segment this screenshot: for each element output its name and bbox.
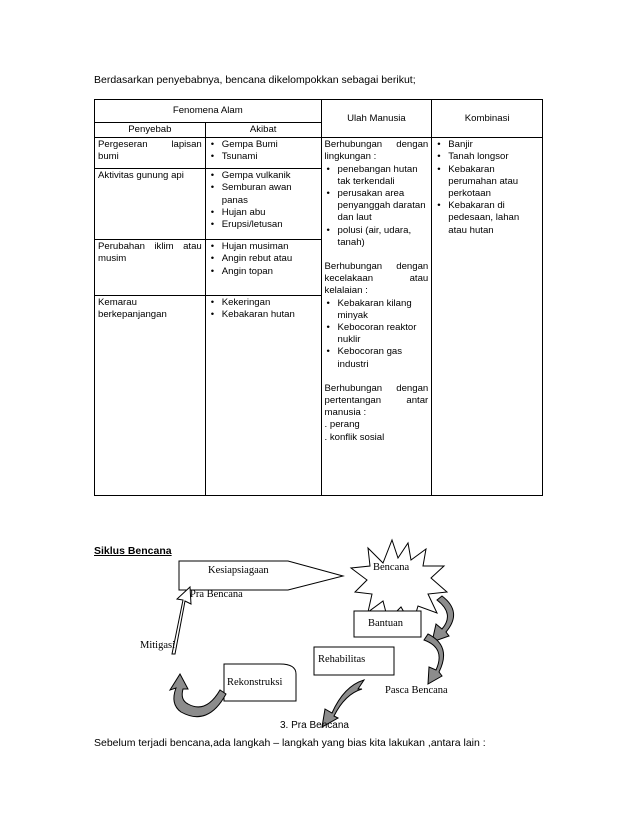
curved-arrow-icon [432,596,454,642]
list-item: • penebangan hutan tak terkendali [325,164,429,188]
label-pra-bencana: Pra Bencana [190,589,243,600]
footer-text: Sebelum terjadi bencana,ada langkah – langkah yang bias kita lakukan ,antara lain : [94,737,486,749]
cycle-caption: 3. Pra Bencana [280,720,349,731]
list-item: • Kebakaran hutan [209,309,318,321]
group-title: Berhubungan dengan pertentangan antar manusia : [324,382,429,419]
label-bencana: Bencana [373,562,410,573]
curved-arrow-icon [170,674,226,717]
label-kesiapsiagaan: Kesiapsiagaan [208,565,269,576]
list-item: • Kebocoran gas industri [325,346,429,370]
list-item: • Gempa Bumi [209,139,318,151]
list-item: • Gempa vulkanik [209,170,318,182]
list-item: • polusi (air, udara, tanah) [325,225,429,249]
group-title: Berhubungan dengan kecelakaan atau kelalaian : [324,261,429,297]
list-item: • Tsunami [209,151,318,163]
cause-cell: Pergeseran lapisan bumi [95,138,206,169]
list-item: • Kebocoran reaktor nuklir [325,322,429,346]
list-item: . perang [324,419,360,431]
list-item: • Angin topan [209,266,318,278]
list-item: • perusakan area penyanggah daratan dan laut [325,188,429,225]
header-ulah-manusia: Ulah Manusia [321,100,432,138]
cause-cell: Aktivitas gunung api [95,169,206,240]
cause-cell: Perubahan iklim atau musim [95,240,206,296]
label-rekonstruksi: Rekonstruksi [227,677,283,688]
label-mitigasi: Mitigasi [140,640,176,651]
list-item: • Kebakaran perumahan atau perkotaan [435,164,539,201]
list-item: . konflik sosial [324,431,385,443]
label-pasca-bencana: Pasca Bencana [385,685,448,696]
list-item: • Semburan awan panas [209,182,318,206]
list-item: • Hujan musiman [209,241,318,253]
label-bantuan: Bantuan [368,618,403,629]
header-fenomena-alam: Fenomena Alam [95,100,322,123]
list-item: • Kebakaran di pedesaan, lahan atau hutan [435,200,539,237]
cycle-title: Siklus Bencana [94,545,172,557]
list-item: • Tanah longsor [435,151,539,163]
list-item: • Banjir [435,139,539,151]
list-item: • Erupsi/letusan [209,219,318,231]
cause-cell: Kemarau berkepanjangan [95,296,206,496]
list-item: • Hujan abu [209,207,318,219]
header-akibat: Akibat [205,123,321,138]
list-item: • Kekeringan [209,297,318,309]
intro-text: Berdasarkan penyebabnya, bencana dikelompokkan sebagai berikut; [94,74,416,86]
list-item: • Kebakaran kilang minyak [325,298,429,322]
curved-arrow-icon [424,634,444,684]
group-title: Berhubungan dengan lingkungan : [324,139,429,163]
header-kombinasi: Kombinasi [432,100,543,138]
label-rehabilitas: Rehabilitas [318,654,366,665]
list-item: • Angin rebut atau [209,253,318,265]
header-penyebab: Penyebab [95,123,206,138]
